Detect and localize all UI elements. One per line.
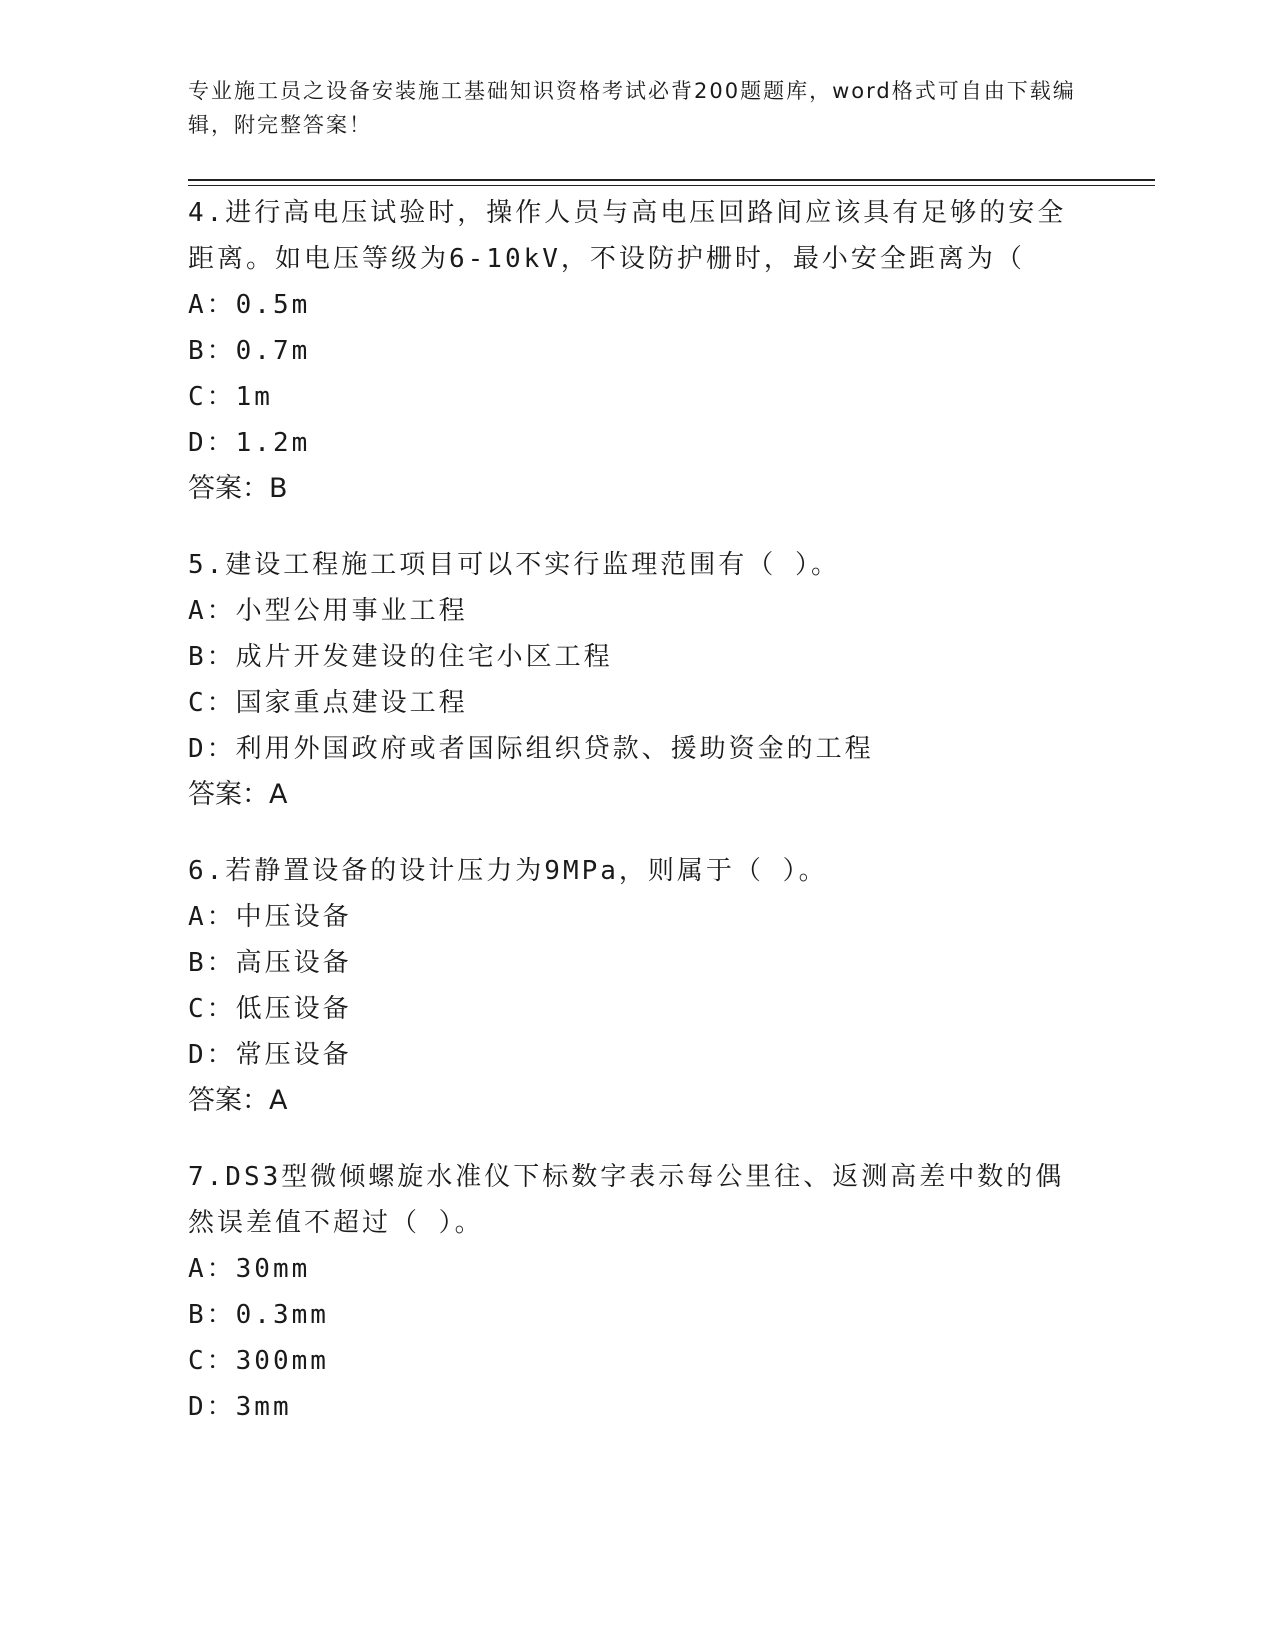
question-5 <box>188 542 1088 818</box>
question-list <box>188 190 1088 1460</box>
answer-label: 答案：A <box>188 779 288 810</box>
option-a: A：中压设备 <box>188 902 352 932</box>
option-b: B：高压设备 <box>188 948 352 978</box>
answer-label: 答案：B <box>188 473 288 504</box>
question-stem: 6.若静置设备的设计压力为9MPa，则属于（ ）。 <box>188 856 828 886</box>
option-d: D：3mm <box>188 1392 292 1422</box>
option-a: A：小型公用事业工程 <box>188 596 468 626</box>
header-divider-thin <box>188 185 1155 186</box>
document-header: 专业施工员之设备安装施工基础知识资格考试必背200题题库，word格式可自由下载编辑，附完整答案！ <box>188 79 1076 137</box>
question-4 <box>188 190 1088 512</box>
option-b: B：0.3mm <box>188 1300 329 1330</box>
option-c: C：国家重点建设工程 <box>188 688 468 718</box>
answer-label: 答案：A <box>188 1085 288 1116</box>
option-d: D：常压设备 <box>188 1040 352 1070</box>
question-7 <box>188 1154 1088 1430</box>
option-c: C：300mm <box>188 1346 329 1376</box>
option-a: A：0.5m <box>188 290 311 320</box>
option-b: B：成片开发建设的住宅小区工程 <box>188 642 613 672</box>
question-stem: 5.建设工程施工项目可以不实行监理范围有（ ）。 <box>188 550 840 580</box>
question-stem: 7.DS3型微倾螺旋水准仪下标数字表示每公里往、返测高差中数的偶然误差值不超过（ ）。 <box>188 1162 1065 1238</box>
option-c: C：1m <box>188 382 273 412</box>
header-divider-thick <box>188 179 1155 181</box>
option-b: B：0.7m <box>188 336 311 366</box>
question-stem: 4.进行高电压试验时，操作人员与高电压回路间应该具有足够的安全距离。如电压等级为6-10kV，不设防护栅时，最小安全距离为（ <box>188 198 1067 274</box>
question-6 <box>188 848 1088 1124</box>
option-c: C：低压设备 <box>188 994 352 1024</box>
option-d: D：利用外国政府或者国际组织贷款、援助资金的工程 <box>188 734 874 764</box>
option-d: D：1.2m <box>188 428 311 458</box>
option-a: A：30mm <box>188 1254 311 1284</box>
